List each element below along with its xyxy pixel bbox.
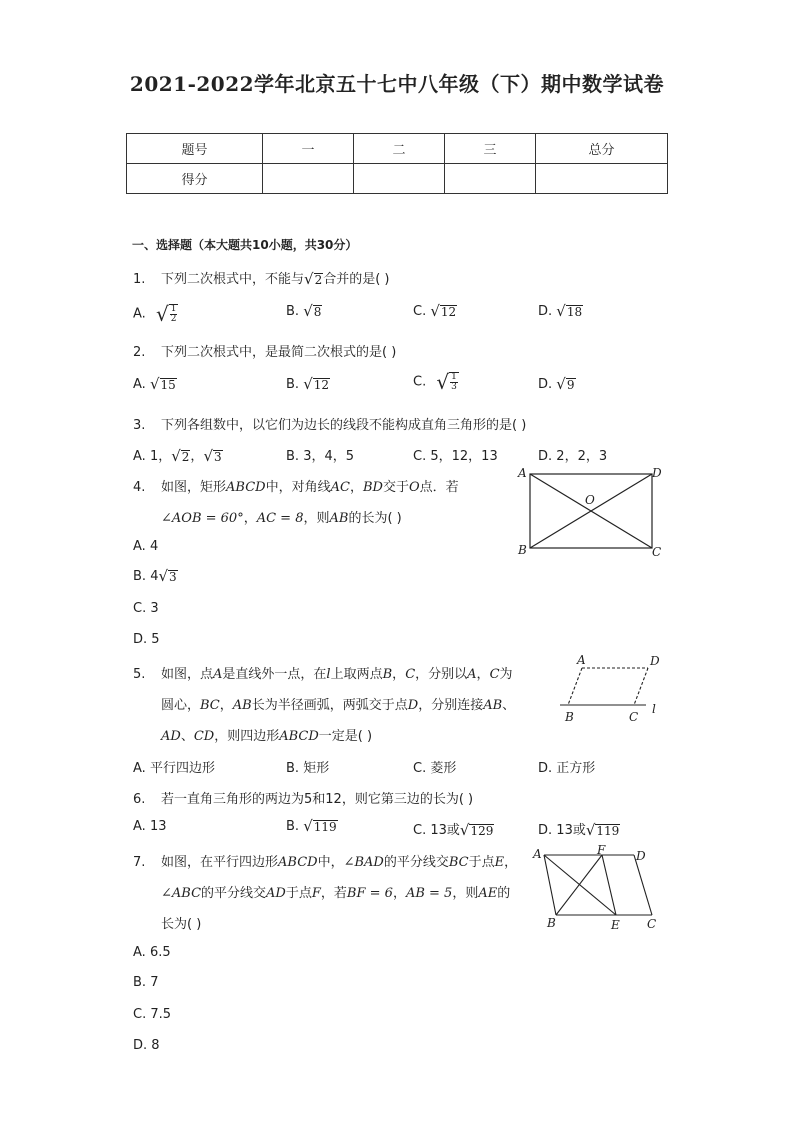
parallelogram-construction-figure (556, 652, 668, 726)
q7-option-d[interactable] (133, 1038, 160, 1053)
score-table-header-row (127, 134, 668, 164)
label-b: B (518, 543, 527, 557)
option-label: D. (133, 632, 148, 647)
stem-text: ， (243, 511, 257, 526)
q4-option-d[interactable] (133, 632, 160, 647)
q3-option-b[interactable] (286, 445, 354, 464)
stem-text: 中，对角线 (265, 480, 331, 495)
score-cell[interactable] (445, 164, 536, 194)
question-5-line-1 (133, 663, 513, 682)
label-o: O (585, 493, 595, 507)
radicand: 2 (314, 272, 323, 287)
stem-text: ，若 (320, 886, 347, 901)
q7-option-a[interactable] (133, 945, 171, 960)
label-a: A (577, 653, 586, 667)
radicand: 119 (313, 819, 337, 834)
option-value: 矩形 (303, 761, 330, 776)
option-label: C. (133, 1007, 147, 1022)
option-value: 4 (150, 569, 159, 584)
q2-option-d[interactable] (538, 377, 576, 392)
math-text: AB (232, 698, 252, 713)
score-header-cell: 二 (354, 134, 445, 164)
q3-option-c[interactable] (413, 445, 498, 464)
radicand: 18 (566, 304, 583, 319)
math-text: ∠BAD (343, 855, 384, 870)
stem-text: 长为半径画弧，两弧交于点 (251, 698, 408, 713)
stem-text: 圆心， (161, 698, 201, 713)
question-number: 4. (133, 480, 146, 495)
sqrt-expression: √ 18 (556, 302, 583, 320)
option-value: 3 (150, 601, 159, 616)
q6-option-d[interactable] (538, 819, 620, 838)
question-6-stem (133, 788, 473, 807)
score-header-cell: 一 (263, 134, 354, 164)
math-text: AB (329, 511, 349, 526)
rectangle-figure (512, 462, 668, 560)
stem-text: 于点 (468, 855, 495, 870)
stem-text: ， (392, 886, 406, 901)
math-text: AC = 8 (256, 511, 304, 526)
question-4-line-1 (133, 476, 459, 495)
sqrt-expression: √ 3 (203, 447, 222, 465)
sqrt-expression: √ 2 (304, 270, 323, 288)
sqrt-expression: √ 3 (158, 567, 177, 585)
option-value: 6.5 (149, 945, 171, 960)
question-1-stem (133, 268, 390, 287)
section-heading: 一、选择题（本大题共10小题，共30分） (132, 238, 358, 252)
stem-text: 长为( ) (161, 917, 202, 932)
label-l: l (652, 702, 656, 716)
option-value: 1， (149, 449, 172, 464)
option-value: 7.5 (150, 1007, 172, 1022)
option-label: B. (286, 304, 300, 319)
option-value: 菱形 (430, 761, 457, 776)
q1-option-a[interactable] (133, 304, 178, 324)
score-row-label: 得分 (127, 164, 263, 194)
option-label: C. (413, 823, 427, 838)
score-cell[interactable] (263, 164, 354, 194)
sqrt-expression: √ 2 (171, 447, 190, 465)
fraction: $\frac{1}{3}$ (451, 372, 457, 392)
q1-option-b[interactable] (286, 304, 322, 319)
radicand: 12 (313, 377, 330, 392)
stem-text: ，则 (452, 886, 479, 901)
question-number: 7. (133, 855, 146, 870)
option-label: C. (413, 374, 427, 390)
stem-text: ，则四边形 (214, 729, 280, 744)
score-header-cell: 总分 (536, 134, 668, 164)
option-label: A. (133, 539, 146, 554)
radicand: 8 (313, 304, 322, 319)
math-text: F (311, 886, 321, 901)
option-value: 2，2，3 (556, 449, 608, 464)
math-text: AC (330, 480, 350, 495)
label-c: C (647, 917, 657, 931)
math-text: ABCD (278, 855, 318, 870)
q7-option-c[interactable] (133, 1007, 171, 1022)
stem-text: 为 (499, 667, 513, 682)
math-text: B (382, 667, 393, 682)
q1-option-d[interactable] (538, 304, 583, 319)
option-label: A. (133, 449, 146, 464)
q6-option-c[interactable] (413, 819, 494, 838)
radicand: 3 (214, 449, 222, 464)
label-e: E (611, 918, 620, 932)
side-dc (634, 855, 652, 915)
option-label: B. (286, 761, 300, 776)
stem-text: 一定是( ) (318, 729, 373, 744)
radicand: 129 (470, 823, 494, 838)
score-header-cell: 三 (445, 134, 536, 164)
sqrt-expression: √ 15 (149, 375, 176, 393)
stem-text: 如图，矩形 (161, 480, 227, 495)
label-d: D (652, 466, 662, 480)
sqrt-expression: √ $\frac{1}{2}$ (155, 302, 177, 326)
question-3-stem (133, 414, 526, 433)
option-value: 13或 (430, 823, 460, 838)
question-7-line-2 (161, 882, 510, 901)
question-5-line-2 (161, 694, 515, 713)
parallelogram-bisector-figure (530, 843, 664, 933)
math-text: D (407, 698, 419, 713)
exam-title: 2021-2022学年北京五十七中八年级（下）期中数学试卷 (129, 72, 665, 96)
option-label: A. (133, 819, 146, 834)
stem-text: ，分别以 (415, 667, 468, 682)
q1-option-c[interactable] (413, 304, 457, 319)
option-value: 平行四边形 (149, 761, 215, 776)
label-a: A (518, 466, 527, 480)
math-text: BC (448, 855, 469, 870)
option-value: 7 (150, 975, 159, 990)
stem-text: 的平分线交 (383, 855, 449, 870)
question-4-line-2 (161, 507, 402, 526)
sqrt-expression: √ 119 (585, 821, 620, 839)
math-text: BC (200, 698, 220, 713)
label-c: C (629, 710, 639, 724)
segment-bf (556, 855, 602, 915)
math-text: ∠ABC (161, 886, 202, 901)
option-label: B. (133, 975, 147, 990)
q6-option-a[interactable] (133, 819, 166, 834)
option-label: D. (538, 449, 553, 464)
radicand: 15 (160, 377, 176, 392)
question-number: 3. (133, 418, 146, 433)
stem-text: 、 (180, 729, 194, 744)
sqrt-expression: √ 12 (303, 375, 330, 393)
stem-text: 下列二次根式中，不能与 (161, 272, 305, 287)
score-header-cell: 题号 (127, 134, 263, 164)
question-7-line-1 (133, 851, 517, 870)
stem-text: ， (504, 855, 518, 870)
option-label: B. (286, 377, 300, 392)
math-text: AD (161, 729, 181, 744)
sqrt-expression: √ 119 (303, 817, 337, 835)
q5-option-c[interactable] (413, 757, 456, 776)
stem-text: 下列各组数中，以它们为边长的线段不能构成直角三角形的是( ) (161, 418, 527, 433)
math-text: ABCD (279, 729, 319, 744)
option-label: B. (286, 819, 300, 834)
math-text: A (213, 667, 223, 682)
stem-text: ， (219, 698, 233, 713)
math-text: ∠AOB = 60° (161, 511, 244, 526)
q3-option-a[interactable] (133, 445, 223, 464)
math-text: E (494, 855, 505, 870)
math-text: BF = 6 (346, 886, 393, 901)
math-text: AB (483, 698, 503, 713)
stem-text: ， (392, 667, 406, 682)
q5-option-a[interactable] (133, 757, 215, 776)
option-label: D. (538, 761, 553, 776)
score-table (126, 133, 668, 194)
q4-option-b[interactable] (133, 569, 178, 584)
label-b: B (547, 916, 556, 930)
label-d: D (636, 849, 646, 863)
stem-text: ，分别连接 (418, 698, 484, 713)
q4-option-a[interactable] (133, 539, 158, 554)
question-number: 5. (133, 667, 146, 682)
math-text: C (405, 667, 416, 682)
math-text: ABCD (226, 480, 266, 495)
radicand: 3 (169, 569, 177, 584)
radicand: 12 (440, 304, 457, 319)
question-number: 6. (133, 792, 146, 807)
option-value: 5，12，13 (430, 449, 498, 464)
option-value: 13 (149, 819, 167, 834)
label-f: F (597, 843, 606, 857)
option-label: A. (133, 377, 146, 392)
radicand: 9 (566, 377, 575, 392)
question-number: 1. (133, 272, 146, 287)
option-value: 8 (151, 1038, 160, 1053)
dashed-line-ab (568, 668, 582, 705)
q5-option-b[interactable] (286, 757, 329, 776)
math-text: C (489, 667, 500, 682)
label-b: B (565, 710, 574, 724)
math-text: O (408, 480, 420, 495)
sqrt-expression: √ 9 (556, 375, 575, 393)
q2-option-b[interactable] (286, 377, 330, 392)
math-text: AE (478, 886, 498, 901)
stem-text: ，则 (303, 511, 330, 526)
question-7-line-3 (161, 913, 201, 932)
stem-text: 是直线外一点，在 (222, 667, 327, 682)
option-label: D. (538, 823, 553, 838)
math-text: CD (193, 729, 215, 744)
option-value: 4 (149, 539, 159, 554)
stem-text: 、 (502, 698, 516, 713)
label-c: C (652, 545, 662, 559)
option-label: B. (286, 449, 300, 464)
q6-option-b[interactable] (286, 819, 338, 834)
score-cell[interactable] (536, 164, 668, 194)
option-label: A. (133, 761, 146, 776)
label-a: A (533, 847, 542, 861)
stem-text: 上取两点 (330, 667, 383, 682)
sqrt-expression: √ 8 (303, 302, 322, 320)
q4-option-c[interactable] (133, 601, 159, 616)
stem-text: 于点 (285, 886, 312, 901)
segment-fe (602, 855, 616, 915)
dashed-line-dc (634, 668, 648, 705)
option-label: D. (538, 304, 553, 319)
stem-text: 点．若 (419, 480, 459, 495)
option-label: D. (133, 1038, 148, 1053)
stem-text: ， (349, 480, 363, 495)
option-label: D. (538, 377, 553, 392)
math-text: BD (362, 480, 383, 495)
option-label: C. (133, 601, 147, 616)
radicand: 2 (181, 449, 190, 464)
option-value: 13或 (556, 823, 586, 838)
sqrt-expression: √ $\frac{1}{3}$ (436, 370, 457, 394)
option-label: A. (133, 945, 146, 960)
stem-text: 的平分线交 (201, 886, 267, 901)
option-label: C. (413, 761, 427, 776)
q5-option-d[interactable] (538, 757, 595, 776)
stem-text: 合并的是( ) (323, 272, 390, 287)
math-text: AB = 5 (405, 886, 453, 901)
score-cell[interactable] (354, 164, 445, 194)
math-text: A (467, 667, 477, 682)
question-5-line-3 (161, 725, 372, 744)
stem-text: 的 (497, 886, 511, 901)
stem-text: 的长为( ) (348, 511, 402, 526)
stem-text: 交于 (382, 480, 409, 495)
option-value: 3，4，5 (303, 449, 355, 464)
option-label: C. (413, 449, 427, 464)
sqrt-expression: √ 129 (459, 821, 494, 839)
stem-text: 下列二次根式中，是最简二次根式的是( ) (161, 345, 397, 360)
stem-text: 中， (317, 855, 344, 870)
q2-option-a[interactable] (133, 377, 177, 392)
radicand: 119 (596, 823, 620, 838)
q2-option-c[interactable] (413, 372, 459, 392)
option-label: A. (133, 306, 146, 322)
option-value: 正方形 (556, 761, 596, 776)
separator: ， (190, 449, 204, 464)
question-number: 2. (133, 345, 146, 360)
score-table-score-row (127, 164, 668, 194)
stem-text: ， (476, 667, 490, 682)
option-value: 5 (151, 632, 160, 647)
stem-text: 如图，点 (161, 667, 214, 682)
math-text: AD (266, 886, 286, 901)
sqrt-expression: √ 12 (430, 302, 457, 320)
question-2-stem (133, 341, 396, 360)
math-text: l (326, 667, 331, 682)
segment-ae (544, 855, 616, 915)
option-label: C. (413, 304, 427, 319)
option-label: B. (133, 569, 147, 584)
fraction: $\frac{1}{2}$ (170, 304, 177, 324)
label-d: D (650, 654, 660, 668)
q7-option-b[interactable] (133, 975, 158, 990)
stem-text: 若一直角三角形的两边为5和12，则它第三边的长为( ) (161, 792, 474, 807)
stem-text: 如图，在平行四边形 (161, 855, 279, 870)
